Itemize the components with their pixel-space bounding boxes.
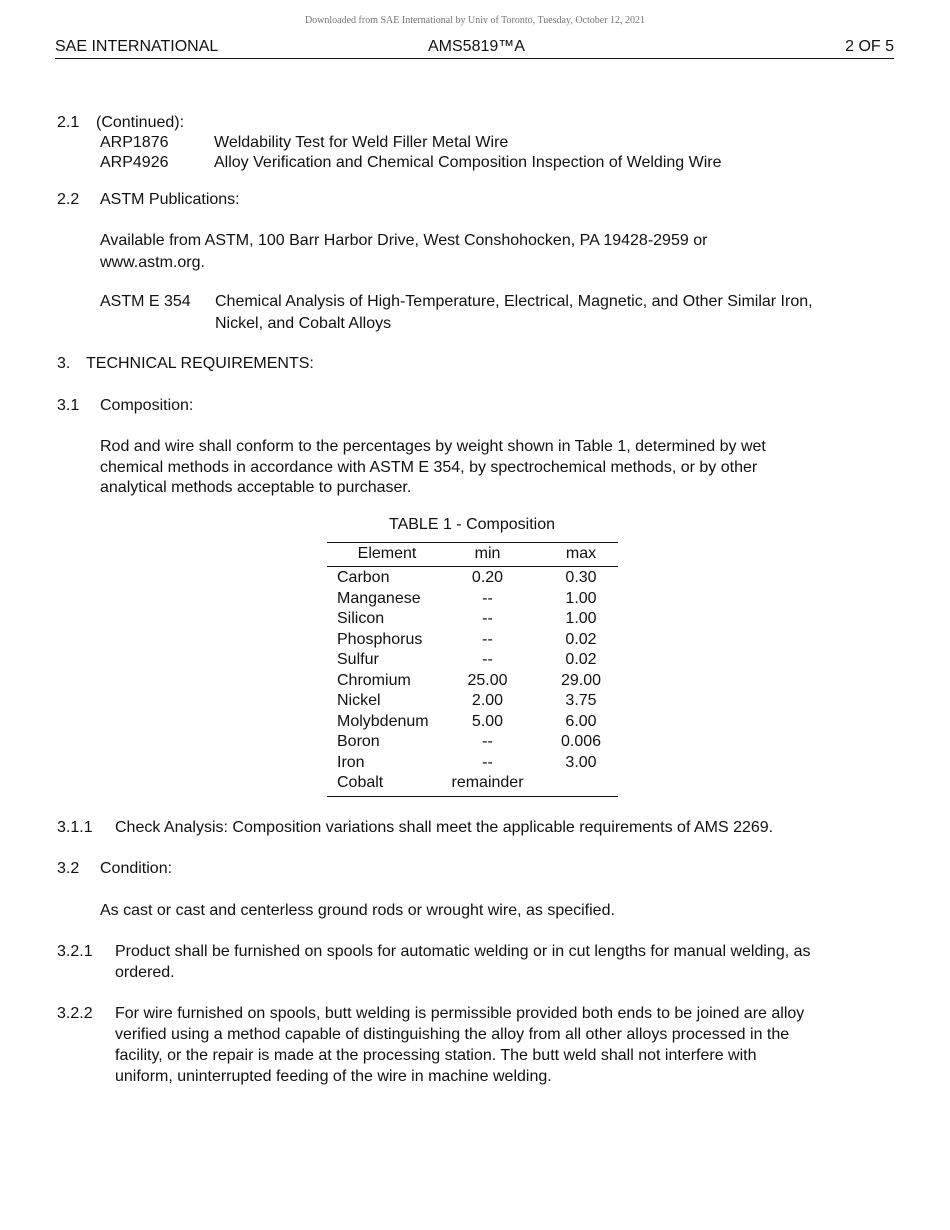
table-cell-min: --: [482, 589, 493, 607]
reference-code: ASTM E 354: [100, 293, 191, 310]
table-cell-element: Carbon: [337, 569, 390, 586]
table-cell-max: 1.00: [565, 610, 597, 627]
table-cell-max: 1.00: [565, 589, 597, 607]
paragraph-line: uniform, uninterrupted feeding of the wire in machine welding.: [115, 1068, 552, 1085]
section-title: ASTM Publications:: [100, 191, 240, 208]
table-header-rule: [327, 566, 618, 567]
column-header-min: min: [474, 545, 501, 562]
reference-title: Weldability Test for Weld Filler Metal Wire: [214, 134, 509, 151]
table-cell-min: --: [482, 651, 493, 668]
paragraph-line: For wire furnished on spools, butt welding is permissible provided both ends to be joined are alloy: [115, 1005, 805, 1022]
reference-title: Nickel, and Cobalt Alloys: [215, 315, 392, 332]
section-number: 3.1.1: [57, 819, 93, 836]
section-number: 2.1: [57, 114, 80, 131]
header-document-number: AMS5819™A: [428, 38, 525, 55]
table-cell-max: 3.75: [565, 692, 597, 709]
table-cell-min: 0.20: [471, 569, 504, 586]
header-page-number: 2 OF 5: [845, 38, 894, 55]
table-cell-max: 0.006: [560, 733, 602, 750]
table-cell-min: 5.00: [471, 712, 504, 730]
table-top-rule: [327, 542, 618, 543]
table-cell-max: 3.00: [565, 753, 597, 771]
table-cell-min: remainder: [451, 774, 524, 791]
section-title: (Continued):: [96, 114, 185, 131]
table-cell-element: Iron: [337, 753, 365, 771]
table-cell-min: --: [482, 610, 493, 627]
table-cell-max: 29.00: [560, 671, 602, 689]
table-cell-element: Manganese: [337, 589, 421, 607]
reference-code: ARP4926: [100, 154, 169, 171]
paragraph-line: facility, or the repair is made at the processing station. The butt weld shall not interfere with: [115, 1047, 757, 1064]
download-notice: Downloaded from SAE International by Univ of Toronto, Tuesday, October 12, 2021: [304, 15, 646, 26]
table-cell-element: Silicon: [337, 610, 385, 627]
section-number: 3.2: [57, 860, 80, 877]
paragraph-line: verified using a method capable of distinguishing the alloy from all other alloys processed in the: [115, 1026, 790, 1043]
section-title: Condition:: [100, 860, 173, 877]
header-publisher: SAE INTERNATIONAL: [55, 38, 219, 55]
column-header-max: max: [565, 545, 597, 562]
table-cell-element: Molybdenum: [337, 712, 429, 730]
table-cell-element: Phosphorus: [337, 630, 423, 648]
table-cell-min: --: [482, 630, 493, 648]
table-cell-max: 0.02: [565, 630, 597, 648]
column-header-element: Element: [357, 545, 417, 562]
table-title: TABLE 1 - Composition: [389, 516, 555, 533]
table-cell-min: 2.00: [471, 692, 504, 709]
paragraph-line: Rod and wire shall conform to the percentages by weight shown in Table 1, determined by wet: [100, 438, 766, 455]
section-number: 3.1: [57, 397, 80, 414]
table-cell-max: 0.30: [565, 569, 597, 586]
section-number: 3.2.1: [57, 943, 93, 960]
paragraph-line: ordered.: [115, 964, 175, 981]
paragraph-line: chemical methods in accordance with ASTM E 354, by spectrochemical methods, or by other: [100, 459, 758, 476]
reference-title: Alloy Verification and Chemical Composition Inspection of Welding Wire: [214, 154, 722, 171]
table-cell-element: Cobalt: [337, 774, 384, 791]
reference-code: ARP1876: [100, 134, 169, 151]
availability-text: Available from ASTM, 100 Barr Harbor Drive, West Conshohocken, PA 19428-2959 or: [100, 232, 708, 249]
section-number: 2.2: [57, 191, 80, 208]
table-cell-element: Sulfur: [337, 651, 379, 668]
reference-title: Chemical Analysis of High-Temperature, Electrical, Magnetic, and Other Similar Iron,: [215, 293, 813, 310]
table-cell-element: Boron: [337, 733, 380, 750]
section-number: 3.2.2: [57, 1005, 93, 1022]
table-cell-element: Chromium: [337, 671, 411, 689]
paragraph-line: Product shall be furnished on spools for automatic welding or in cut lengths for manual welding, as: [115, 943, 811, 960]
paragraph-line: analytical methods acceptable to purchaser.: [100, 479, 412, 496]
table-cell-max: 6.00: [565, 712, 597, 730]
availability-text: www.astm.org.: [100, 254, 205, 271]
header-rule: [55, 58, 894, 59]
table-cell-element: Nickel: [337, 692, 381, 709]
section-title: TECHNICAL REQUIREMENTS:: [86, 355, 314, 372]
table-bottom-rule: [327, 796, 618, 797]
section-number: 3.: [57, 355, 71, 372]
section-title: Composition:: [100, 397, 194, 414]
section-text: Check Analysis: Composition variations shall meet the applicable requirements of AMS 2269.: [115, 819, 774, 836]
section-text: As cast or cast and centerless ground rods or wrought wire, as specified.: [100, 902, 615, 919]
table-cell-min: 25.00: [467, 671, 508, 689]
table-cell-min: --: [482, 733, 493, 750]
table-cell-min: --: [482, 753, 493, 771]
table-cell-max: 0.02: [565, 651, 597, 668]
